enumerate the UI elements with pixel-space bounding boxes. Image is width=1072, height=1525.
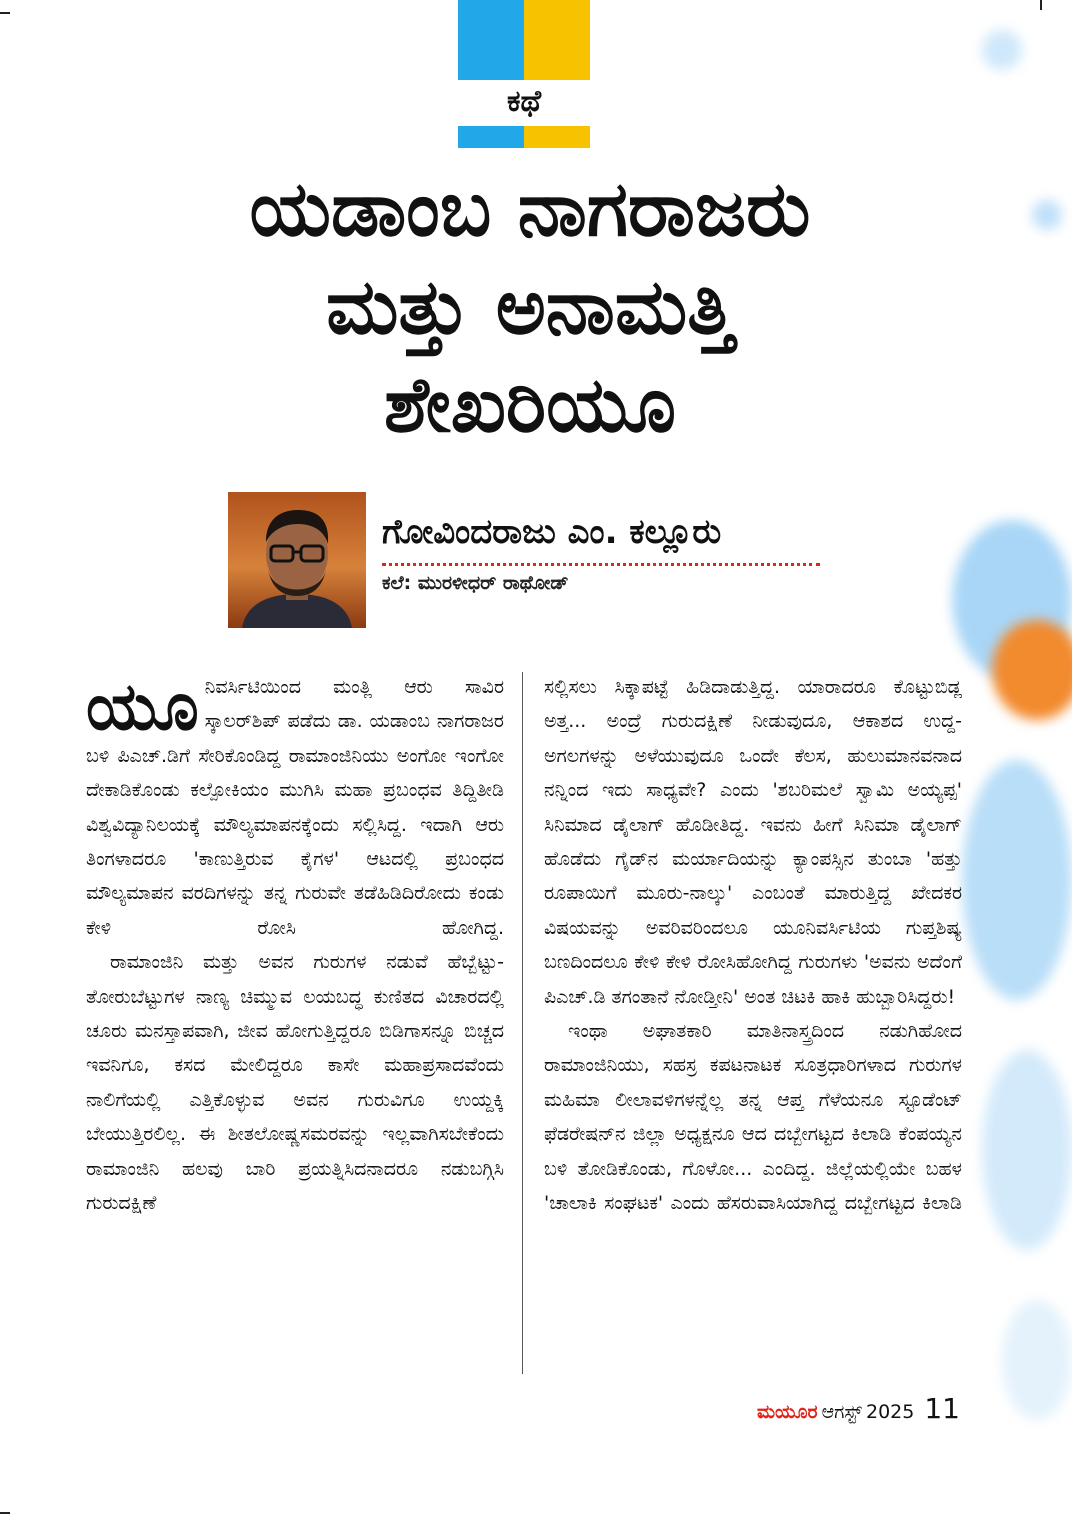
art-credit: ಕಲೆ: ಮುರಳೀಧರ್ ರಾಥೋಡ್ (382, 572, 569, 594)
section-tag-yellow-block (524, 0, 590, 80)
page-footer (757, 1392, 960, 1425)
section-tag-blue-bar (458, 126, 524, 148)
crop-mark (1040, 0, 1042, 10)
article-column-1 (86, 670, 504, 1221)
paragraph: ಇಂಥಾ ಅಘಾತಕಾರಿ ಮಾತಿನಾಸ್ತ್ರದಿಂದ ನಡುಗಿಹೋದ ರಾಮಾಂಜಿನಿಯು, ಸಹಸ್ರ ಕಪಟನಾಟಕ ಸೂತ್ರಧಾರಿಗಳಾದ ಗುರುಗಳ ಮಹಿಮಾ ಲೀಲಾವಳಿಗಳನ್ನೆಲ್ಲ ತನ್ನ ಆಪ್ತ ಗೆಳೆಯನೂ ಸ್ಟೂಡೆಂಟ್ ಫೆಡರೇಷನ್‌ನ ಜಿಲ್ಲಾ ಅಧ್ಯಕ್ಷನೂ ಆದ ದಬ್ಬೇಗಟ್ಟದ ಕಿಲಾಡಿ ಕೆಂಪಯ್ಯನ ಬಳಿ ತೋಡಿಕೊಂಡು, ಗೊಳೋ... ಎಂದಿದ್ದ. ಜಿಲ್ಲೆಯಲ್ಲಿಯೇ ಬಹಳ 'ಚಾಲಾಕಿ ಸಂಘಟಕ' ಎಂದು ಹೆಸರುವಾಸಿಯಾಗಿದ್ದ ದಬ್ಬೇಗಟ್ಟದ ಕಿಲಾಡಿ (544, 1020, 962, 1215)
section-tag-yellow-bar (524, 126, 590, 148)
title-line: ಯಡಾಂಬ ನಾಗರಾಜರು (249, 164, 811, 253)
author-name: ಗೋವಿಂದರಾಜು ಎಂ. ಕಲ್ಲೂರು (382, 512, 722, 552)
author-photo (228, 492, 366, 628)
article-title (100, 160, 960, 454)
drop-cap: ಯೂ (86, 668, 199, 745)
crop-mark (0, 1512, 10, 1514)
article-column-2 (544, 670, 962, 1221)
author-portrait-icon (228, 492, 366, 628)
paragraph (86, 670, 504, 945)
page-number: 11 (924, 1392, 960, 1425)
section-tag-blue-block (458, 0, 524, 80)
issue-month: ಆಗಸ್ಟ್ (821, 1401, 862, 1423)
issue-year: 2025 (866, 1401, 915, 1423)
paragraph: ಸಲ್ಲಿಸಲು ಸಿಕ್ಕಾಪಟ್ಟೆ ಹಿಡಿದಾಡುತ್ತಿದ್ದ. ಯಾರಾದರೂ ಕೊಟ್ಟುಬಿಡ್ಲ ಅತ್ತ... ಅಂದ್ರೆ ಗುರುದಕ್ಷಿಣೆ ನೀಡುವುದೂ, ಆಕಾಶದ ಉದ್ದ-ಅಗಲಗಳನ್ನು ಅಳೆಯುವುದೂ ಒಂದೇ ಕೆಲಸ, ಹುಲುಮಾನವನಾದ ನನ್ನಿಂದ ಇದು ಸಾಧ್ಯವೇ? ಎಂದು 'ಶಬರಿಮಲೆ ಸ್ವಾಮಿ ಅಯ್ಯಪ್ಪ' ಸಿನಿಮಾದ ಡೈಲಾಗ್ ಹೊಡೀತಿದ್ದ. ಇವನು ಹೀಗೆ ಸಿನಿಮಾ ಡೈಲಾಗ್ ಹೊಡೆದು ಗೈಡ್‌ನ ಮರ್ಯಾದಿಯನ್ನು ಕ್ಯಾಂಪಸ್ಸಿನ ತುಂಬಾ 'ಹತ್ತು ರೂಪಾಯಿಗೆ ಮೂರು-ನಾಲ್ಕು' ಎಂಬಂತೆ ಮಾರುತ್ತಿದ್ದ ಖೇದಕರ ವಿಷಯವನ್ನು ಅವರಿವರಿಂದಲೂ ಯೂನಿವರ್ಸಿಟಿಯ ಗುಪ್ತಶಿಷ್ಯ ಬಣದಿಂದಲೂ ಕೇಳಿ ಕೇಳಿ ರೋಸಿಹೋಗಿದ್ದ ಗುರುಗಳು 'ಅವನು ಅದೆಂಗೆ ಪಿಎಚ್.ಡಿ ತಗಂತಾನೆ ನೋಡ್ತೀನಿ' ಅಂತ ಚಿಟಕಿ ಹಾಕಿ ಹುಬ್ಬಾರಿಸಿದ್ದರು! (544, 676, 962, 1008)
title-line: ಶೇಖರಿಯೂ (384, 360, 676, 449)
column-divider (522, 672, 523, 1374)
section-label: ಕಥೆ (506, 84, 542, 119)
paragraph: ರಾಮಾಂಜಿನಿ ಮತ್ತು ಅವನ ಗುರುಗಳ ನಡುವೆ ಹೆಬ್ಬೆಟ್ಟು-ತೋರುಬೆಟ್ಟುಗಳ ನಾಣ್ಯ ಚಿಮ್ಮುವ ಲಯಬದ್ಧ ಕುಣಿತದ ವಿಚಾರದಲ್ಲಿ ಚೂರು ಮನಸ್ತಾಪವಾಗಿ, ಜೀವ ಹೋಗುತ್ತಿದ್ದರೂ ಬಿಡಿಗಾಸನ್ನೂ ಬಿಚ್ಚದ ಇವನಿಗೂ, ಕಸದ ಮೇಲಿದ್ದರೂ ಕಾಸೇ ಮಹಾಪ್ರಸಾದವೆಂದು ನಾಲಿಗೆಯಲ್ಲಿ ಎತ್ತಿಕೊಳ್ಳುವ ಅವನ ಗುರುವಿಗೂ ಉಯ್ದಕ್ಕಿ ಬೇಯುತ್ತಿರಲಿಲ್ಲ. ಈ ಶೀತಲೋಷ್ಣಸಮರವನ್ನು ಇಲ್ಲವಾಗಿಸಬೇಕೆಂದು ರಾಮಾಂಜಿನಿ ಹಲವು ಬಾರಿ ಪ್ರಯತ್ನಿಸಿದನಾದರೂ ನಡುಬಗ್ಗಿಸಿ ಗುರುದಕ್ಷಿಣೆ (86, 951, 504, 1215)
crop-mark (0, 12, 10, 14)
section-tag (458, 0, 590, 148)
paragraph-text: ನಿವರ್ಸಿಟಿಯಿಂದ ಮಂತ್ಲಿ ಆರು ಸಾವಿರ ಸ್ಕಾಲರ್‌ಶಿಪ್ ಪಡೆದು ಡಾ. ಯಡಾಂಬ ನಾಗರಾಜರ ಬಳಿ ಪಿಎಚ್.ಡಿಗೆ ಸೇರಿಕೊಂಡಿದ್ದ ರಾಮಾಂಜಿನಿಯು ಅಂಗೋ ಇಂಗೋ ದೇಕಾಡಿಕೊಂಡು ಕಲ್ಪೋಕಿಯಂ ಮುಗಿಸಿ ಮಹಾ ಪ್ರಬಂಧವ ತಿದ್ದಿತೀಡಿ ವಿಶ್ವವಿದ್ಯಾನಿಲಯಕ್ಕೆ ಮೌಲ್ಯಮಾಪನಕ್ಕೆಂದು ಸಲ್ಲಿಸಿದ್ದ. ಇದಾಗಿ ಆರು ತಿಂಗಳಾದರೂ 'ಕಾಣುತ್ತಿರುವ ಕೈಗಳ' ಆಟದಲ್ಲಿ ಪ್ರಬಂಧದ ಮೌಲ್ಯಮಾಪನ ವರದಿಗಳನ್ನು ತನ್ನ ಗುರುವೇ ತಡೆಹಿಡಿದಿರೋದು ಕಂಡು ಕೇಳಿ ರೋಸಿ ಹೋಗಿದ್ದ. (86, 676, 504, 939)
author-divider (382, 563, 820, 566)
title-line: ಮತ್ತು ಅನಾಮತ್ತಿ (326, 262, 734, 351)
magazine-logo: ಮಯೂರ (756, 1401, 818, 1423)
